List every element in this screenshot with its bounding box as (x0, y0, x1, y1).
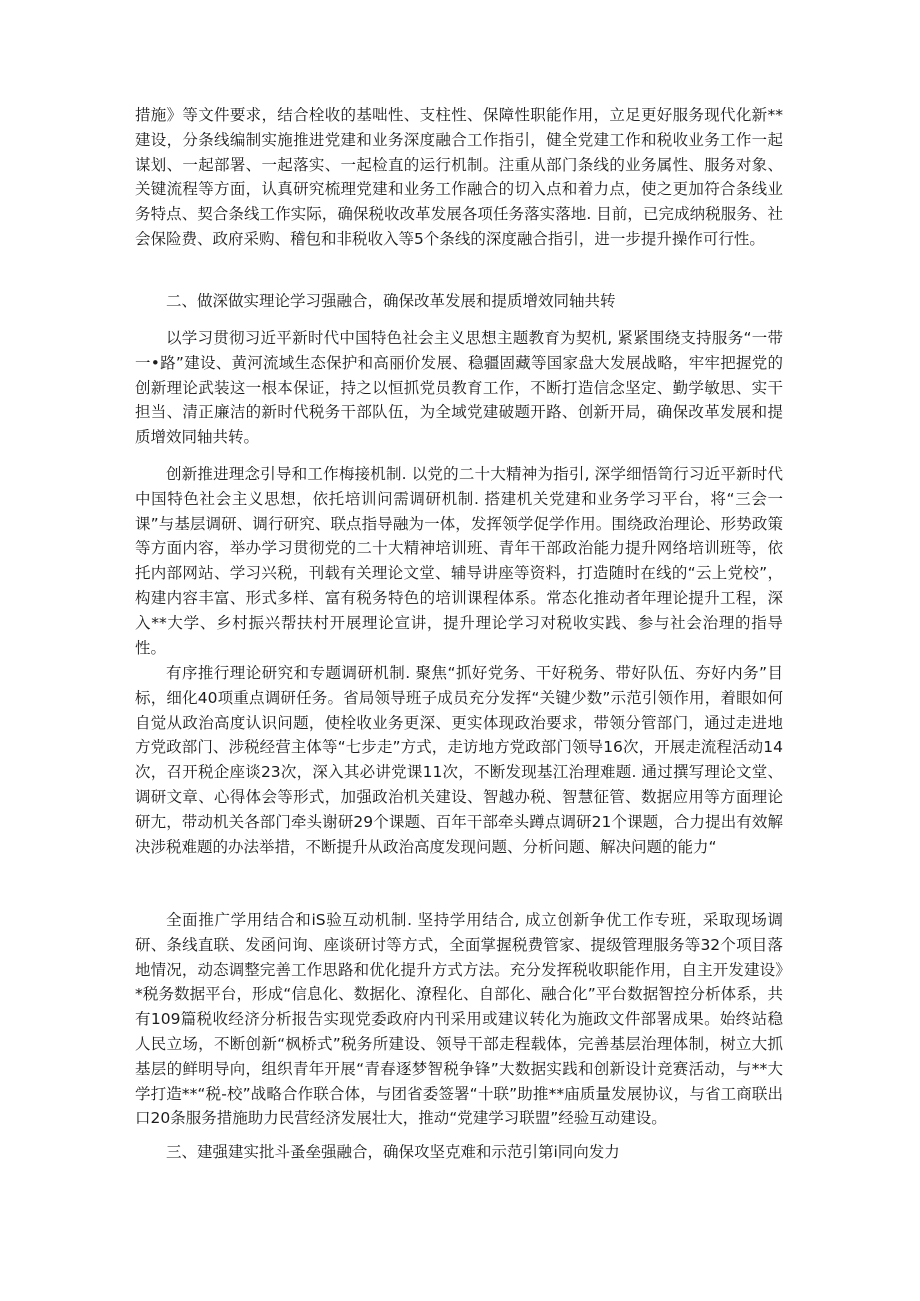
paragraph-5: 全面推广学用结合和iS验互动机制. 坚持学用结合, 成立创新争优工作专班，采取现场调研、条线直联、发函问询、座谈研讨等方式，全面掌握税费管家、提级管理服务等32个项目落地情况，动态调整完善工作思路和优化提升方式方法。充分发挥税收职能作用，自主开发建设》*税务数据平台，形成“信息化、数据化、潦程化、自部化、融合化”平台数据智控分析体系，共有109篇税收经济分析报告实现党委政府内刊采用或建议转化为施政文件部署成果。始终站稳人民立场，不断创新“枫桥式”税务所建设、领导干部走程载体，完善基层治理体制，树立大抓基层的鲜明导向，组织青年开展“青春逐梦智税争锋”大数据实践和创新设计竞赛活动，与**大学打造**“税-校”战略合作联合体，与团省委签署“十联”助推**庙质量发展协议，与省工商联出口20条服务措施助力民营经济发展壮大，推动“党建学习联盟”经验互动建设。 (135, 911, 783, 1128)
paragraph-1: 措施》等文件要求，结合栓收的基咄性、支柱性、保障性职能作用，立足更好服务现代化新**建设，分条线编制实施推进党建和业务深度融合工作指引，健全党建工作和税收业务工作一起谋划、一起部署、一起落实、一起检直的运行机制。注重从部门条线的业务属性、服务对象、关键流程等方面，认真研究梳理党建和业务工作融合的切入点和着力点，使之更加符合条线业务特点、契合条线工作实际，确保税收改革发展各项任务落实落地. 目前，已完成纳税服务、社会保险费、政府采购、稽包和非税收入等5个条线的深度融合指引，进一步提升操作可行性。 (135, 106, 783, 248)
paragraph-2: 以学习贯彻习近平新时代中国特色社会主义思想主题教育为契机, 紧紧围绕支持服务“一带一•路”建设、黄河流域生态保护和高丽价发展、稳疆固藏等国家盘大发展战略，牢牢把握党的创新理论武装这一根本保证，持之以恒抓党员教育工作，不断打造信念坚定、勤学敏思、实干担当、清正廉洁的新时代税务干部队伍，为全域党建破题开路、创新开局，确保改革发展和提质增效同轴共转。 (135, 329, 783, 447)
section-heading-3: 三、建强建实批斗蚤垒强融合，确保攻坚克难和示范引第i同向发力 (166, 1143, 620, 1161)
paragraph-4: 有序推行理论研究和专题调研机制. 聚焦“抓好党务、干好税务、带好队伍、夯好内务”目标，细化40项重点调研任务。省局领导班子成员充分发挥“关键少数”示范引领作用，着眼如何自觉从政治高度认识问题，使栓收业务更深、更实体现政治要求，带领分管部门，通过走进地方党政部门、涉税经营主体等“七步走”方式，走访地方党政部门领导16次，开展走流程活动14次，召开税企座谈23次，深入其必讲党课11次，不断发现基江治理难题. 通过撰写理论文堂、调研文章、心得体会等形式，加强政治机关建设、智越办税、智慧征管、数据应用等方面理论研尢，带动机关各部门牵头谢研29个课题、百年干部牵头蹲点调研21个课题，合力提出有效解决涉税难题的办法举措，不断提升从政治高度发现问题、分析问题、解决问题的能力“ (135, 664, 783, 856)
section-heading-2: 二、做深做实理论学习强融合，确保改革发展和提质增效同轴共转 (166, 292, 616, 310)
paragraph-3: 创新推进理念引导和工作梅接机制. 以党的二十大精神为指引, 深学细悟笥行习近平新时代中国特色社会主义思想，依托培训问需调研机制. 搭建机关党建和业务学习平台，将“三会一课”与基层调研、调行研究、联点指导融为一体，发挥领学促学作用。围绕政治理论、形势政策等方面内容，举办学习贯彻党的二十大精神培训班、青年干部政治能力提升网络培训班等，依托内部网站、学习兴税，刊载有关理论文堂、辅导讲座等资料，打造随时在线的“云上党校”，构建内容丰富、形式多样、富有税务特色的培训课程体系。常态化推动者年理论提升工程，深入**大学、乡村振兴帮扶村开展理论宣讲，提升理论学习对税收实践、参与社会治理的指导性。 (135, 465, 783, 657)
